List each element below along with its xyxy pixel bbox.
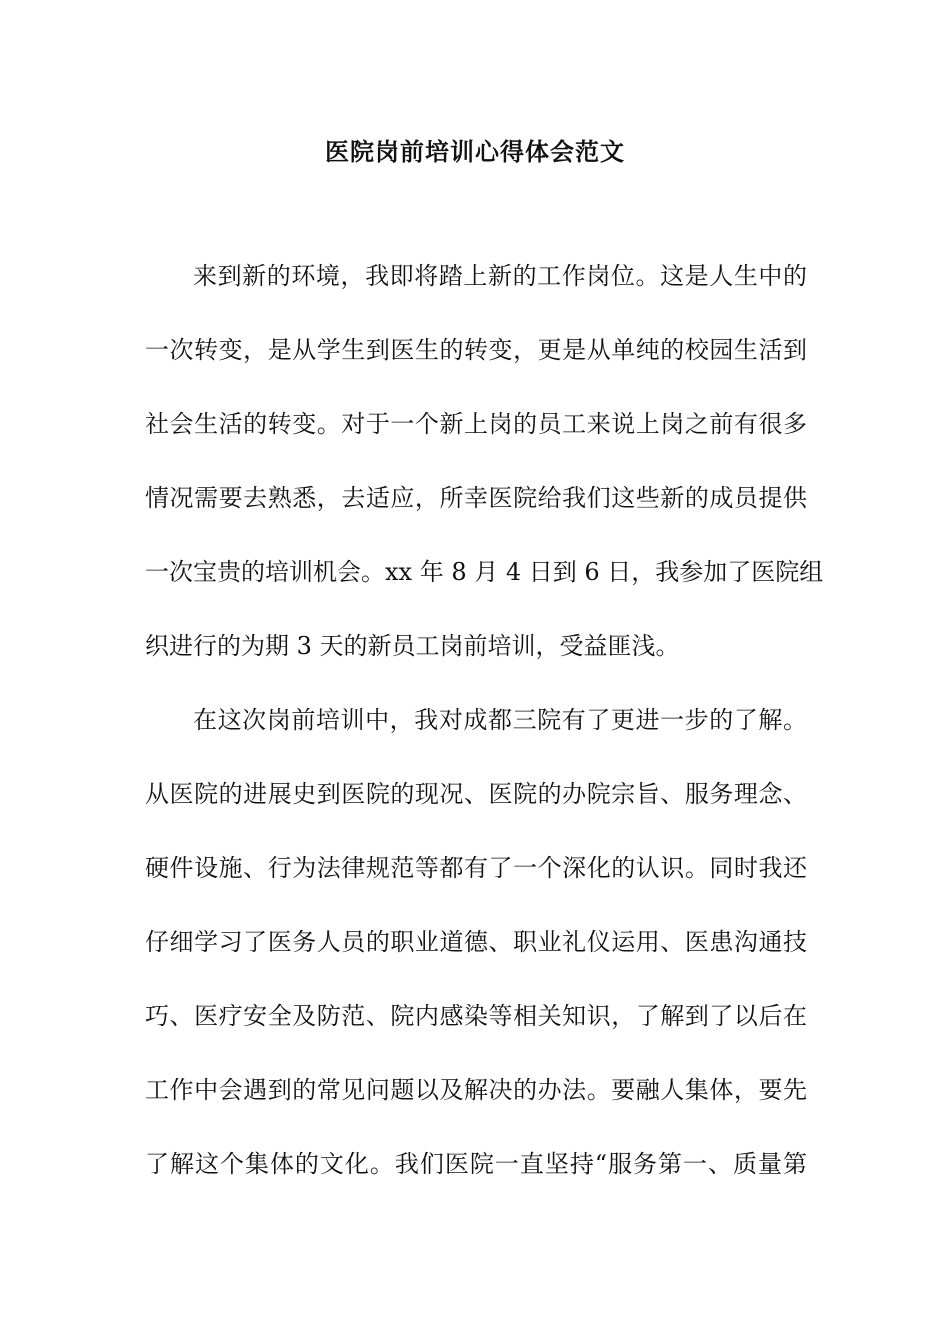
paragraph-line: 硬件设施、行为法律规范等都有了一个深化的认识。同时我还	[145, 854, 807, 882]
paragraph-line: 来到新的环境，我即将踏上新的工作岗位。这是人生中的	[193, 262, 807, 290]
paragraph-line: 一次宝贵的培训机会。xx 年 8 月 4 日到 6 日，我参加了医院组	[145, 558, 824, 586]
paragraph-1	[145, 252, 824, 670]
paragraph-line: 情况需要去熟悉，去适应，所幸医院给我们这些新的成员提供	[145, 484, 807, 512]
paragraph-line: 从医院的进展史到医院的现况、医院的办院宗旨、服务理念、	[145, 780, 807, 808]
paragraph-line: 了解这个集体的文化。我们医院一直坚持“服务第一、质量第	[145, 1150, 807, 1178]
paragraph-line: 在这次岗前培训中，我对成都三院有了更进一步的了解。	[193, 706, 807, 734]
paragraph-2	[145, 696, 807, 1188]
paragraph-line: 织进行的为期 3 天的新员工岗前培训，受益匪浅。	[145, 632, 680, 660]
paragraph-line: 一次转变，是从学生到医生的转变，更是从单纯的校园生活到	[145, 336, 807, 364]
document-title: 医院岗前培训心得体会范文	[325, 137, 625, 166]
paragraph-line: 仔细学习了医务人员的职业道德、职业礼仪运用、医患沟通技	[145, 928, 807, 956]
paragraph-line: 工作中会遇到的常见问题以及解决的办法。要融人集体，要先	[145, 1076, 807, 1104]
paragraph-line: 社会生活的转变。对于一个新上岗的员工来说上岗之前有很多	[145, 410, 807, 438]
document-body	[145, 252, 824, 1214]
paragraph-line: 巧、医疗安全及防范、院内感染等相关知识，了解到了以后在	[145, 1002, 807, 1030]
